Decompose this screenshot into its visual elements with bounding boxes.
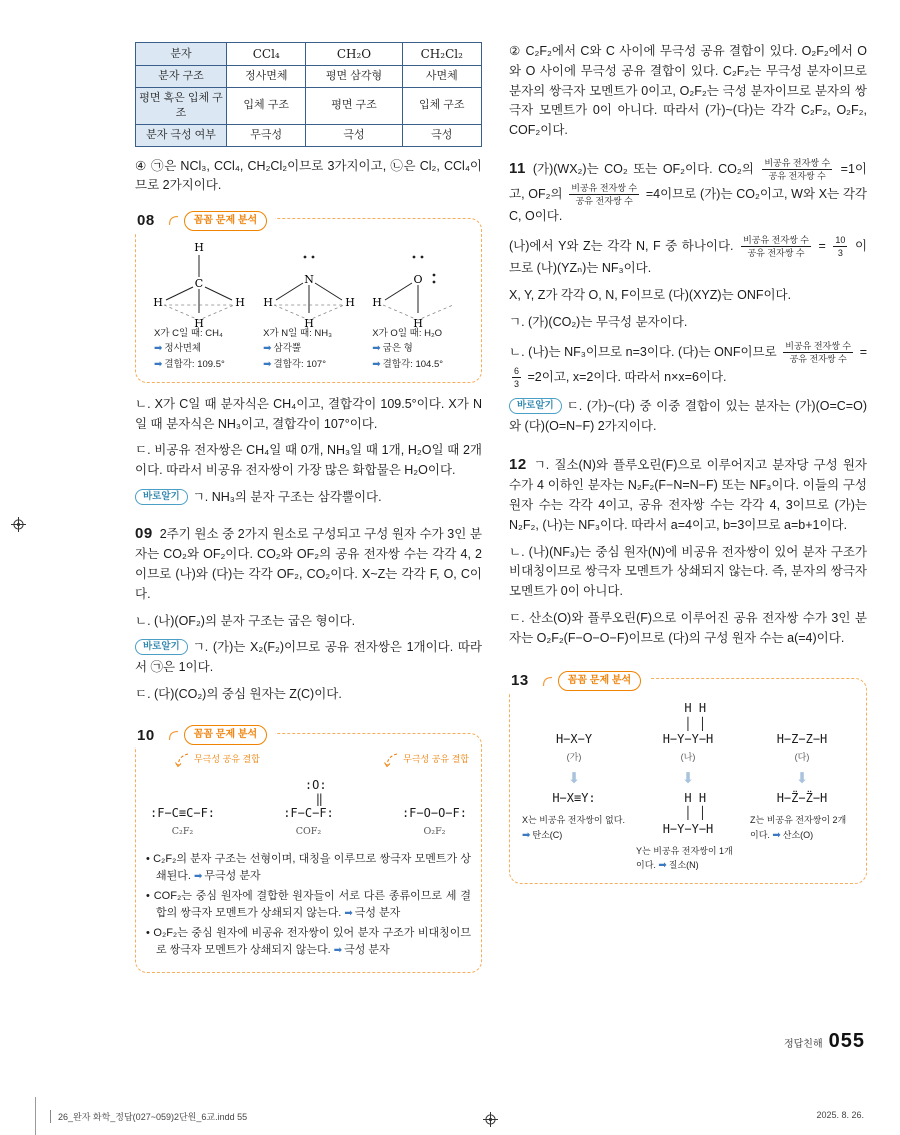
two-column-layout	[135, 42, 867, 985]
formula-label: O₂F₂	[423, 825, 446, 837]
section-number: 10	[137, 726, 155, 744]
s09-statement-d: ㄷ. (다)(CO₂)의 중심 원자는 Z(C)이다.	[135, 686, 342, 701]
section-number: 08	[137, 212, 155, 230]
analysis-label: 꼼꼼 문제 분석	[184, 725, 268, 745]
registration-mark-icon	[11, 517, 26, 532]
structural-formulas	[146, 752, 471, 839]
quick-check-badge: 바로알기	[509, 398, 562, 414]
h2o-structure-icon	[368, 239, 468, 327]
table-header-cell: 분자 극성 여부	[136, 124, 227, 146]
svg-text:H: H	[344, 296, 355, 310]
molecule-summary-table	[135, 42, 482, 147]
structure-caption: (가)	[566, 751, 582, 762]
analysis-bullets	[146, 851, 471, 959]
dashed-arrow-icon	[381, 752, 401, 770]
s11-para-2: (나)에서 Y와 Z는 각각 N, F 중 하나이다. $\frac{\text{비공유 전자쌍 수}}{\text{공유 전자쌍 수}}$ = $\frac{10}{3}$ 이므로 (나)(YZₙ)는 NF₃이다.	[509, 235, 868, 276]
ch4-structure-icon	[149, 239, 249, 327]
table-cell: CCl₄	[227, 43, 306, 66]
footer-file-name: 26_완자 화학_정답(027~059)2단원_6교.indd 55	[50, 1110, 247, 1123]
analysis-header	[135, 209, 275, 233]
blue-arrow-icon: ➡	[372, 358, 381, 370]
s09-intro: 09 2주기 원소 중 2가지 원소로 구성되고 구성 원자 수가 3인 분자는 CO₂와 OF₂이다. CO₂와 OF₂의 공유 전자쌍 수는 각각 4, 2이므로 (나)와 (다)는 각각 OF₂, CO₂이다. X~Z는 각각 F, O, C이다.	[135, 524, 482, 601]
table-cell: 사면체	[402, 66, 481, 88]
structure-top: H−Z−Z−H	[776, 732, 828, 747]
structure-bottom: H−Z̈−Z̈−H	[776, 790, 828, 805]
nh3-diagram	[257, 239, 360, 372]
table-row	[136, 66, 482, 88]
svg-text:H: H	[235, 296, 246, 310]
structure-top: H−X−Y	[555, 732, 593, 747]
svg-text:H: H	[153, 296, 164, 310]
curl-arrow-icon	[167, 215, 179, 226]
c2f2-formula: :F−C≡C−F: C₂F₂	[150, 806, 216, 837]
left-column	[135, 42, 482, 985]
table-row	[136, 88, 482, 125]
bullet-item: • O₂F₂는 중심 원자에 비공유 전자쌍이 있어 분자 구조가 비대칭이므로 쌍극자 모멘트가 상쇄되지 않는다. ➡ 극성 분자	[146, 926, 471, 956]
structure-bottom: H−Y−Y−H	[662, 821, 714, 836]
section-number: 13	[511, 672, 529, 690]
blue-arrow-icon: ➡	[333, 944, 343, 956]
table-cell: 평면 삼각형	[306, 66, 402, 88]
fraction: $\frac{6}{3}$	[514, 365, 520, 390]
fraction: $\frac{10}{3}$	[835, 235, 846, 259]
table-row	[136, 124, 482, 146]
blue-arrow-icon: ➡	[194, 870, 203, 882]
s12-statement-d: ㄷ. 산소(O)와 플루오린(F)으로 이루어진 공유 전자쌍 수가 3인 분자는 O₂F₂(F−O−O−F)이므로 (다)의 구성 원자 수는 a(=4)이다.	[509, 610, 867, 645]
s12-intro: 12 ㄱ. 질소(N)와 플루오린(F)으로 이루어지고 분자당 구성 원자 수가 4 이하인 분자는 N₂F₂(F−N=N−F) 또는 NF₃이다. 이들의 구성 원자 수는 각각 4이고, 공유 전자쌍 수는 각각 4, 3이므로 (가)는 N₂F₂, (나)는 NF₃이다. 따라서 a=4이고, b=3이므로 a=b+1이다.	[509, 455, 867, 532]
table-cell: 무극성	[227, 124, 306, 146]
svg-text:H: H	[262, 296, 273, 310]
table-cell: CH₂Cl₂	[402, 43, 481, 66]
analysis-box	[135, 218, 482, 383]
structure-top: H−Y−Y−H	[662, 732, 714, 747]
structure-x-column	[520, 701, 628, 873]
lewis-structure-grid	[520, 697, 856, 873]
table-cell: 극성	[402, 124, 481, 146]
structure-y-column: H H │ │ H−Y−Y−H (나) ⬇ H H │ │ H−Y−Y−H Y는 비공유 전자쌍이 1개이다. ➡ 질소(N)	[634, 701, 742, 873]
analysis-label: 꼼꼼 문제 분석	[558, 671, 642, 691]
cof2-formula: :O: ‖ :F−C−F: COF₂	[283, 777, 334, 837]
s08-quick-check: 바로알기 ㄱ. NH₃의 분자 구조는 삼각뿔이다.	[135, 488, 482, 508]
trim-mark	[35, 1097, 36, 1135]
page-number: 055	[828, 1030, 865, 1052]
s09-statement-n: ㄴ. (나)(OF₂)의 분자 구조는 굽은 형이다.	[135, 613, 356, 628]
print-footer	[50, 1110, 864, 1123]
page-number-label	[784, 1030, 865, 1053]
right-column	[509, 42, 867, 985]
structure-bottom: H−X≡Y:	[552, 790, 596, 805]
formula-label: COF₂	[295, 825, 322, 837]
diagram-caption: X가 O일 때: H₂O ➡ 굽은 형 ➡ 결합각: 104.5°	[372, 328, 444, 370]
blue-arrow-icon: ➡	[372, 343, 381, 355]
dashed-arrow-icon	[172, 752, 192, 770]
s09-quick-check: 바로알기 ㄱ. (가)는 X₂(F₂)이므로 공유 전자쌍은 1개이다. 따라서 ㉠은 1이다.	[135, 640, 482, 674]
s08-statement-d: ㄷ. 비공유 전자쌍은 CH₄일 때 0개, NH₃일 때 1개, H₂O일 때 2개이다. 따라서 비공유 전자쌍이 가장 많은 화합물은 H₂O이다.	[135, 443, 482, 478]
fraction: $\frac{\text{비공유 전자쌍 수}}{\text{공유 전자쌍 수}}$	[743, 235, 809, 259]
table-cell: 입체 구조	[227, 88, 306, 125]
svg-text:H: H	[194, 241, 205, 255]
nh3-structure-icon	[259, 239, 359, 327]
footer-date: 2025. 8. 26.	[816, 1110, 864, 1120]
nonpolar-bond-annotation: 무극성 공유 결합	[381, 752, 469, 770]
curl-arrow-icon	[541, 676, 553, 687]
bullet-item: • C₂F₂의 분자 구조는 선형이며, 대칭을 이루므로 쌍극자 모멘트가 상쇄된다. ➡ 무극성 분자	[146, 852, 471, 882]
answer-choice-2-text: ② C₂F₂에서 C와 C 사이에 무극성 공유 결합이 있다. O₂F₂에서 O와 O 사이에 무극성 공유 결합이 있다. C₂F₂는 무극성 분자이므로 분자의 쌍극자 모멘트가 0이고, O₂F₂는 극성 분자이므로 분자의 쌍극자 모멘트가 0이 아니다. 따라서 (가)~(다)는 각각 C₂F₂, O₂F₂, COF₂이다.	[509, 44, 867, 137]
diagram-caption: X가 C일 때: CH₄ ➡ 정사면체 ➡ 결합각: 109.5°	[154, 328, 225, 370]
bullet-icon: •	[146, 852, 150, 865]
diagram-caption: X가 N일 때: NH₃ ➡ 삼각뿔 ➡ 결합각: 107°	[263, 328, 333, 370]
section-08-analysis	[135, 212, 482, 383]
bullet-icon: •	[146, 926, 150, 939]
answer-choice-4-text: ④ ㉠은 NCl₃, CCl₄, CH₂Cl₂이므로 3가지이고, ㉡은 Cl₂, CCl₄이므로 2가지이다.	[135, 158, 482, 193]
svg-text:N: N	[303, 273, 314, 287]
structure-note: X는 비공유 전자쌍이 없다. ➡ 탄소(C)	[522, 815, 625, 841]
s12-statement-n: ㄴ. (나)(NF₃)는 중심 원자(N)에 비공유 전자쌍이 있어 분자 구조가 비대칭이므로 쌍극자 모멘트가 상쇄되지 않는다. 즉, 분자의 쌍극자 모멘트가 0이 아니다.	[509, 544, 867, 599]
analysis-header	[509, 669, 649, 693]
ch4-diagram	[148, 239, 251, 372]
bullet-item: • COF₂는 중심 원자에 결합한 원자들이 서로 다른 종류이므로 세 결합의 쌍극자 모멘트가 상쇄되지 않는다. ➡ 극성 분자	[146, 889, 471, 919]
blue-arrow-icon: ➡	[658, 860, 667, 872]
structure-caption: (나)	[680, 751, 696, 762]
fraction: $\frac{\text{비공유 전자쌍 수}}{\text{공유 전자쌍 수}}$	[764, 157, 831, 181]
blue-arrow-icon: ➡	[522, 829, 531, 841]
structure-z-column	[748, 701, 856, 873]
table-header-cell: 분자	[136, 43, 227, 66]
svg-text:O: O	[413, 273, 423, 287]
analysis-header	[135, 724, 275, 748]
section-number: 12	[509, 455, 527, 473]
table-cell: 정사면체	[227, 66, 306, 88]
table-row	[136, 43, 482, 66]
analysis-box	[509, 678, 867, 884]
blue-arrow-icon: ➡	[263, 343, 272, 355]
analysis-label: 꼼꼼 문제 분석	[184, 211, 268, 231]
section-number: 11	[509, 159, 526, 177]
h2o-diagram	[366, 239, 469, 372]
structure-note: Y는 비공유 전자쌍이 1개이다. ➡ 질소(N)	[636, 845, 733, 872]
blue-arrow-icon: ➡	[154, 343, 163, 355]
analysis-box	[135, 733, 482, 973]
book-section-name: 정답친해	[783, 1039, 823, 1050]
s08-statement-n: ㄴ. X가 C일 때 분자식은 CH₄이고, 결합각이 109.5°이다. X가 N일 때 분자식은 NH₃이고, 결합각이 107°이다.	[135, 396, 482, 431]
curl-arrow-icon	[167, 730, 179, 741]
down-arrow-icon: ⬇	[567, 769, 581, 787]
down-arrow-icon: ⬇	[681, 769, 695, 787]
s11-para-3: X, Y, Z가 각각 O, N, F이므로 (다)(XYZ)는 ONF이다.	[509, 288, 792, 303]
down-arrow-icon: ⬇	[795, 769, 809, 787]
fraction: $\frac{\text{비공유 전자쌍 수}}{\text{공유 전자쌍 수}}$	[785, 340, 852, 364]
svg-text:C: C	[195, 277, 204, 291]
blue-arrow-icon: ➡	[263, 358, 272, 370]
table-header-cell: 분자 구조	[136, 66, 227, 88]
section-13-analysis	[509, 672, 867, 884]
blue-arrow-icon: ➡	[772, 829, 781, 841]
s11-statement-n: ㄴ. (나)는 NF₃이므로 n=3이다. (다)는 ONF이므로 $\frac{\text{비공유 전자쌍 수}}{\text{공유 전자쌍 수}}$ = $\frac{6}{3}$ =2이고, x=2이다. 따라서 n×x=6이다.	[509, 340, 867, 390]
svg-text:H: H	[412, 317, 423, 328]
bullet-icon: •	[146, 889, 150, 902]
quick-check-badge: 바로알기	[135, 639, 188, 655]
section-10-analysis	[135, 726, 482, 973]
molecule-diagrams	[146, 237, 471, 372]
formula-label: C₂F₂	[171, 825, 194, 837]
nonpolar-bond-annotation: 무극성 공유 결합	[172, 752, 260, 770]
table-cell: 입체 구조	[402, 88, 481, 125]
o2f2-formula: :F−O−O−F: O₂F₂	[401, 806, 467, 837]
blue-arrow-icon: ➡	[344, 907, 353, 919]
table-header-cell: 평면 혹은 입체 구조	[136, 88, 227, 125]
svg-text:H: H	[303, 317, 314, 328]
table-cell: CH₂O	[306, 43, 402, 66]
blue-arrow-icon: ➡	[154, 358, 163, 370]
quick-check-badge: 바로알기	[135, 489, 188, 505]
table-cell: 극성	[306, 124, 402, 146]
structure-note: Z는 비공유 전자쌍이 2개이다. ➡ 산소(O)	[750, 815, 847, 841]
s11-quick-check: 바로알기 ㄷ. (가)~(다) 중 이중 결합이 있는 분자는 (가)(O=C=O)와 (다)(O=N−F) 2가지이다.	[509, 399, 867, 433]
s11-intro: 11 (가)(WX₂)는 CO₂ 또는 OF₂이다. CO₂의 $\frac{\text{비공유 전자쌍 수}}{\text{공유 전자쌍 수}}$ =1이고, OF₂의 $\frac{\text{비공유 전자쌍 수}}{\text{공유 전자쌍 수}}$ =4이므로 (가)는 CO₂이고, W와 X는 각각 C, O이다.	[509, 157, 867, 224]
section-number: 09	[135, 524, 153, 542]
svg-text:H: H	[371, 296, 382, 310]
structure-caption: (다)	[794, 751, 810, 762]
table-cell: 평면 구조	[306, 88, 402, 125]
svg-text:H: H	[194, 317, 205, 328]
s11-statement-g: ㄱ. (가)(CO₂)는 무극성 분자이다.	[509, 314, 688, 329]
fraction: $\frac{\text{비공유 전자쌍 수}}{\text{공유 전자쌍 수}}$	[571, 183, 638, 207]
formula-row	[146, 778, 471, 839]
